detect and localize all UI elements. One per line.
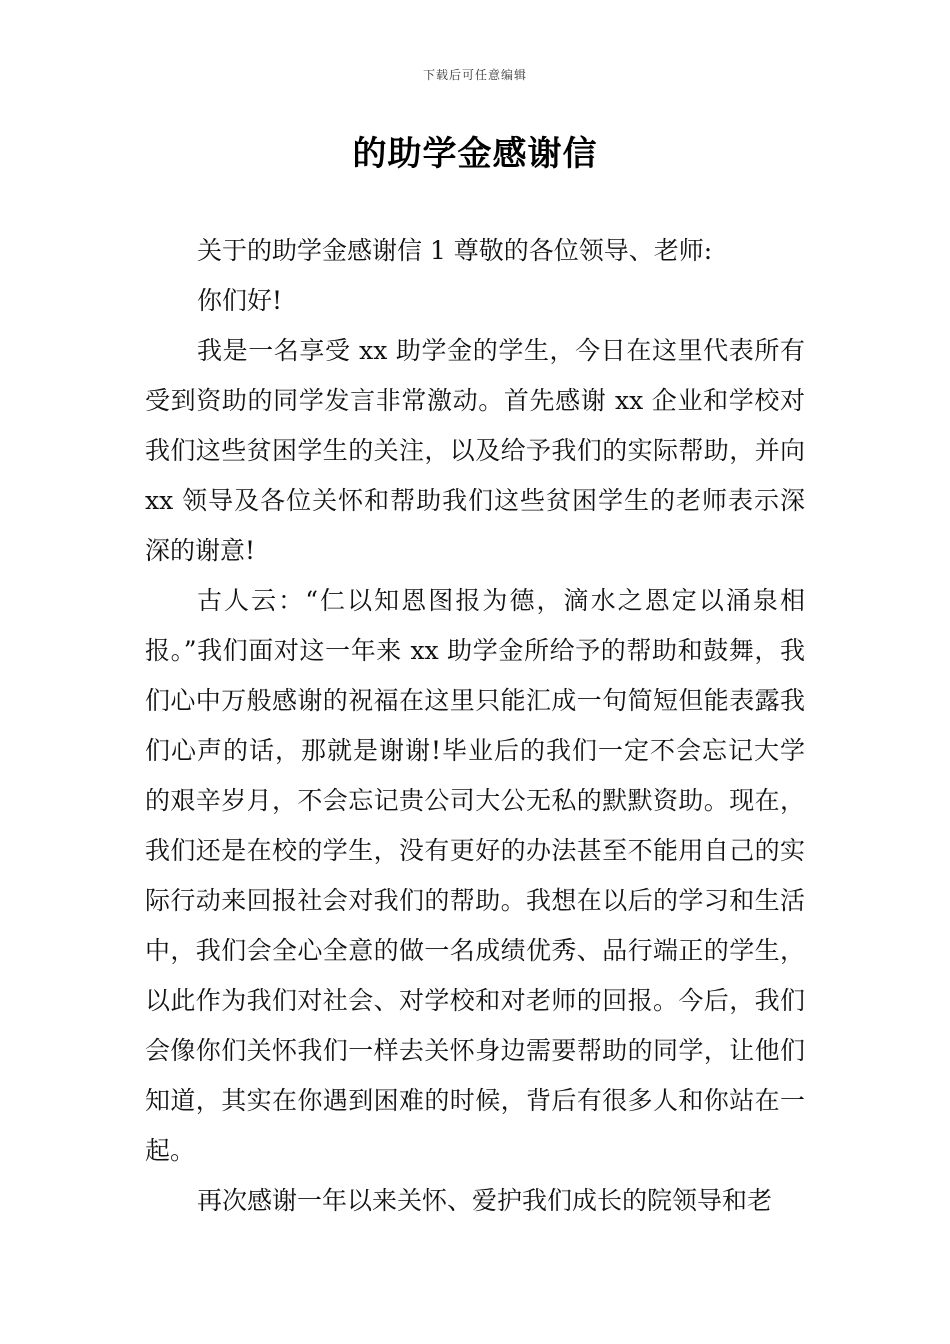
paragraph-salutation: 关于的助学金感谢信 1 尊敬的各位领导、老师: <box>197 236 713 265</box>
paragraph-closing: 再次感谢一年以来关怀、爱护我们成长的院领导和老 <box>197 1186 773 1215</box>
header-note: 下载后可任意编辑 <box>422 68 527 82</box>
paragraph-greeting: 你们好! <box>197 286 283 315</box>
paragraph-introduction: 我是一名享受 xx 助学金的学生，今日在这里代表所有受到资助的同学发言非常激动。首先感谢 xx 企业和学校对我们这些贫困学生的关注，以及给予我们的实际帮助，并向 xx 领导及各位关怀和帮助我们这些贫困学生的老师表示深深的谢意! <box>145 336 805 565</box>
document-body <box>145 226 805 1226</box>
document-title: 的助学金感谢信 <box>352 134 598 174</box>
paragraph-main: 古人云：“仁以知恩图报为德，滴水之恩定以涌泉相报。”我们面对这一年来 xx 助学金所给予的帮助和鼓舞，我们心中万般感谢的祝福在这里只能汇成一句简短但能表露我们心声的话，那就是谢谢!毕业后的我们一定不会忘记大学的艰辛岁月，不会忘记贵公司大公无私的默默资助。现在，我们还是在校的学生，没有更好的办法甚至不能用自己的实际行动来回报社会对我们的帮助。我想在以后的学习和生活中，我们会全心全意的做一名成绩优秀、品行端正的学生，以此作为我们对社会、对学校和对老师的回报。今后，我们会像你们关怀我们一样去关怀身边需要帮助的同学，让他们知道，其实在你遇到困难的时候，背后有很多人和你站在一起。 <box>145 586 805 1165</box>
